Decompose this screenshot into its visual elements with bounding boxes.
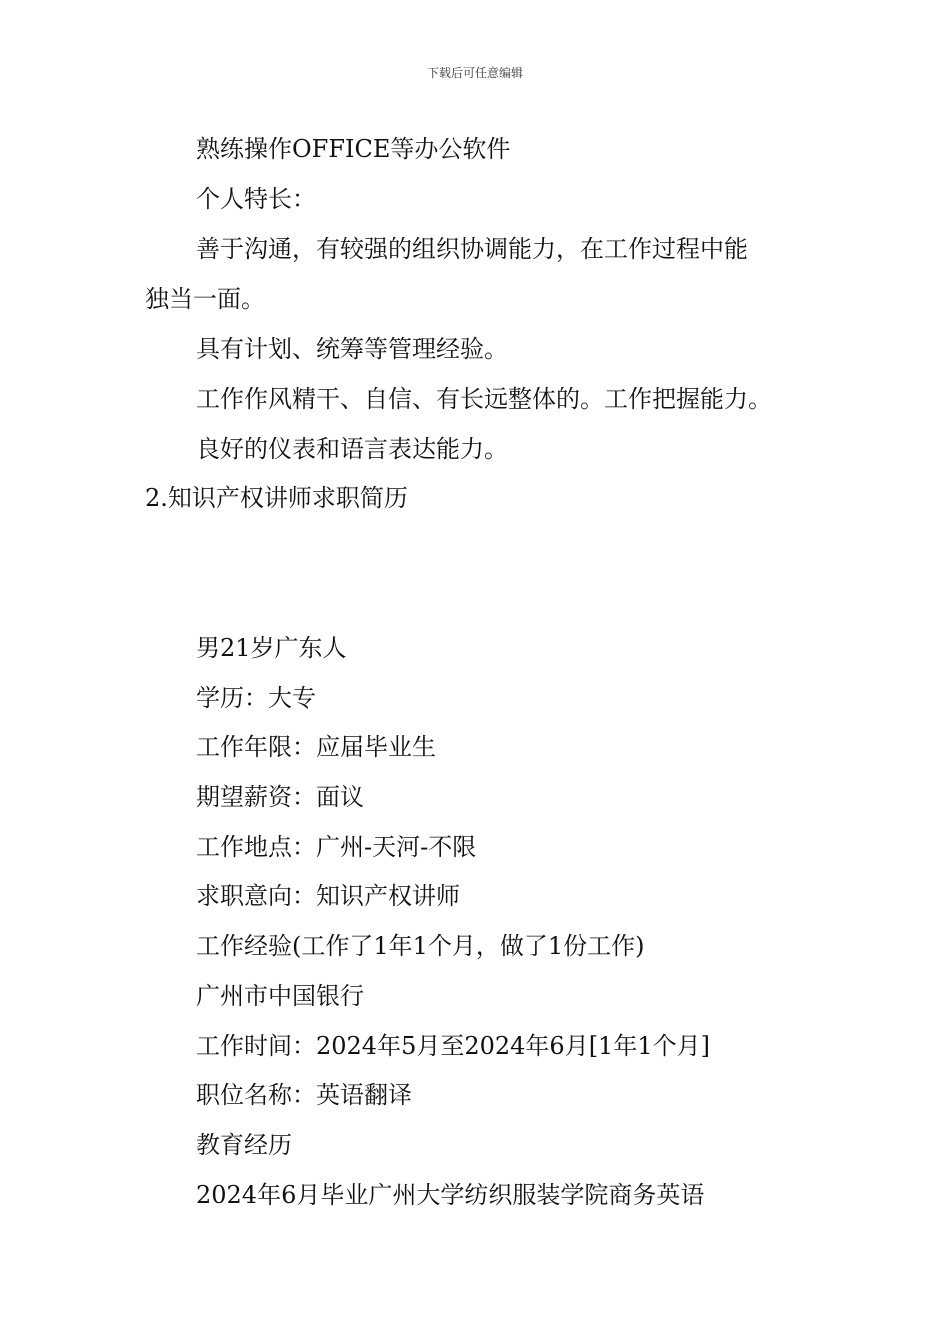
work-experience-line: 工作经验(工作了1年1个月，做了1份工作) bbox=[196, 932, 645, 960]
planning-line: 具有计划、统筹等管理经验。 bbox=[196, 335, 508, 363]
resume-section-title: 2.知识产权讲师求职简历 bbox=[145, 484, 408, 512]
basic-info-line: 男21岁广东人 bbox=[196, 634, 347, 662]
office-skill-line: 熟练操作OFFICE等办公软件 bbox=[196, 135, 511, 163]
job-intention-line: 求职意向：知识产权讲师 bbox=[196, 882, 460, 910]
company-line: 广州市中国银行 bbox=[196, 982, 364, 1010]
expected-salary-line: 期望薪资：面议 bbox=[196, 783, 364, 811]
specialty-line-2: 独当一面。 bbox=[145, 285, 265, 313]
work-period-line: 工作时间：2024年5月至2024年6月[1年1个月] bbox=[196, 1032, 710, 1060]
work-years-line: 工作年限：应届毕业生 bbox=[196, 733, 436, 761]
education-detail-line: 2024年6月毕业广州大学纺织服装学院商务英语 bbox=[196, 1181, 705, 1209]
education-level-line: 学历：大专 bbox=[196, 684, 316, 712]
work-style-line: 工作作风精干、自信、有长远整体的。工作把握能力。 bbox=[196, 385, 772, 413]
specialty-heading: 个人特长： bbox=[196, 185, 316, 213]
position-line: 职位名称：英语翻译 bbox=[196, 1081, 412, 1109]
presentation-line: 良好的仪表和语言表达能力。 bbox=[196, 435, 508, 463]
page-header-note: 下载后可任意编辑 bbox=[426, 66, 523, 80]
education-heading: 教育经历 bbox=[196, 1131, 292, 1159]
location-line: 工作地点：广州-天河-不限 bbox=[196, 833, 477, 861]
specialty-line-1: 善于沟通，有较强的组织协调能力，在工作过程中能 bbox=[196, 235, 748, 263]
